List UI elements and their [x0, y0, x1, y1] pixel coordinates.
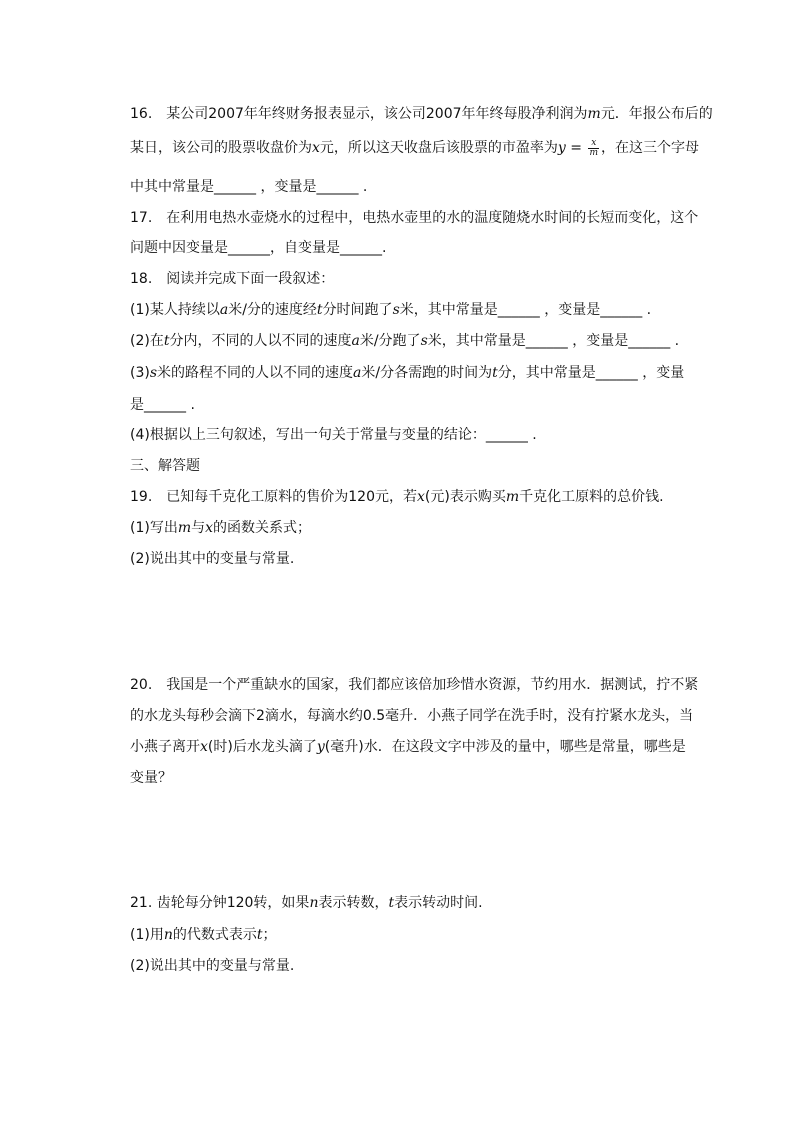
- var-n: n: [163, 927, 173, 943]
- var-x: x: [205, 520, 214, 536]
- var-s: s: [149, 365, 158, 381]
- var-a: a: [353, 365, 362, 381]
- q17-line-1: 17. 在利用电热水壶烧水的过程中，电热水壶里的水的温度随烧水时间的长短而变化，这个: [130, 210, 699, 226]
- q21-line-1: 21. 齿轮每分钟120转，如果n表示转数，t表示转动时间.: [130, 895, 483, 911]
- var-s: s: [392, 302, 400, 318]
- q19-line-3: (2)说出其中的变量与常量.: [130, 551, 295, 567]
- var-t: t: [492, 365, 498, 381]
- q21-line-2: (1)用n的代数式表示t；: [130, 927, 277, 943]
- var-t: t: [163, 333, 170, 349]
- q21-line-3: (2)说出其中的变量与常量.: [130, 958, 295, 974]
- var-a: a: [351, 333, 360, 349]
- var-x: x: [417, 489, 425, 505]
- var-x: x: [312, 140, 320, 156]
- q20-line-4: 变量？: [130, 770, 172, 786]
- q18-line-1: 18. 阅读并完成下面一段叙述：: [130, 271, 335, 287]
- section-heading: 三、解答题: [130, 458, 200, 474]
- var-y: y: [316, 739, 325, 755]
- q20-line-3: 小燕子离开x(时)后水龙头滴了y(毫升)水．在这段文字中涉及的量中，哪些是常量，哪些是: [130, 739, 686, 755]
- q18-sentence-3-cont: 是______ .: [130, 397, 195, 413]
- q18-sentence-4: (4)根据以上三句叙述，写出一句关于常量与变量的结论：______ .: [130, 427, 537, 443]
- q16-line-2: 某日，该公司的股票收盘价为x元，所以这天收盘后该股票的市盈率为y = $\frac{x}{m}$ ，在这三个字母: [130, 137, 700, 158]
- q20-line-1: 20. 我国是一个严重缺水的国家，我们都应该倍加珍惜水资源，节约用水．据测试，拧不紧: [130, 677, 699, 693]
- q18-sentence-1: (1)某人持续以a米/分的速度经t分时间跑了s米，其中常量是______ ，变量是______ .: [130, 302, 652, 318]
- var-t: t: [388, 895, 395, 911]
- q19-line-2: (1)写出m与x的函数关系式；: [130, 520, 312, 536]
- q18-sentence-3: (3)s米的路程不同的人以不同的速度a米/分各需跑的时间为t分，其中常量是______ ，变量: [130, 365, 685, 381]
- var-s: s: [420, 333, 428, 349]
- q20-line-2: 的水龙头每秒会滴下2滴水，每滴水约0.5毫升．小燕子同学在洗手时，没有拧紧水龙头，当: [130, 708, 694, 724]
- var-t: t: [316, 302, 323, 318]
- q18-sentence-2: (2)在t分内，不同的人以不同的速度a米/分跑了s米，其中常量是______ ，变量是______ .: [130, 333, 680, 349]
- var-m: m: [587, 106, 601, 122]
- q19-line-1: 19. 已知每千克化工原料的售价为120元，若x(元)表示购买m千克化工原料的总价钱.: [130, 489, 664, 505]
- var-t: t: [256, 927, 263, 943]
- var-m: m: [505, 489, 520, 505]
- var-a: a: [219, 302, 229, 318]
- q16-line-1: 16. 某公司2007年年终财务报表显示，该公司2007年年终每股净利润为m元．年报公布后的: [130, 106, 713, 122]
- q16-line-3: 中其中常量是______ ，变量是______ .: [130, 179, 368, 195]
- var-x: x: [200, 739, 208, 755]
- q17-line-2: 问题中因变量是______，自变量是______.: [130, 240, 387, 256]
- fraction-x-over-m: $\frac{x}{m}$: [589, 137, 599, 158]
- var-y: y: [557, 140, 566, 156]
- var-m: m: [177, 520, 192, 536]
- var-n: n: [309, 895, 319, 911]
